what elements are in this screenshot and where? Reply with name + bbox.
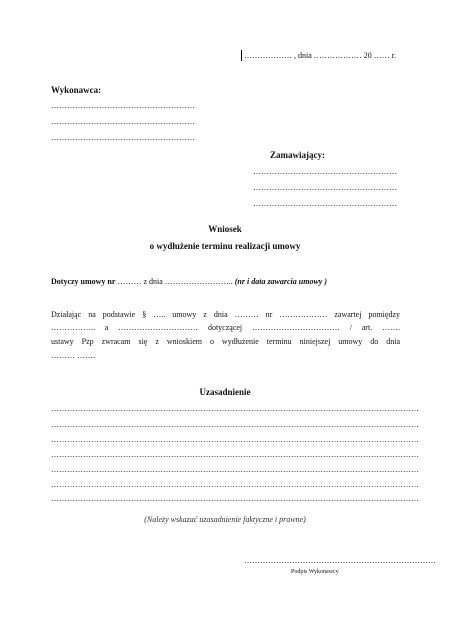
contract-reference-label: Dotyczy umowy nr (51, 277, 116, 286)
employer-line-3[interactable]: ……………………………………………… (253, 199, 397, 208)
contractor-line-1[interactable]: ……………………………………………… (51, 101, 195, 110)
employer-line-1[interactable]: ……………………………………………… (253, 167, 397, 176)
body-line-1: Działając na podstawie § ….. umowy z dnia ……… nr ……………… zawartej pomiędzy (51, 310, 400, 319)
document-subtitle: o wydłużenie terminu realizacji umowy (149, 241, 301, 251)
contract-reference-note: (nr i data zawarcia umowy ) (232, 277, 327, 286)
employer-label: Zamawiający: (270, 150, 325, 160)
justification-line-4[interactable]: ………………………………………………………………………………………………………………………… (51, 450, 419, 459)
place-date-line[interactable]: ……………… , dnia ……………… 20 …… r. (244, 51, 396, 60)
justification-line-5[interactable]: ………………………………………………………………………………………………………………………… (51, 465, 419, 474)
justification-heading: Uzasadnienie (199, 387, 251, 397)
employer-line-2[interactable]: ……………………………………………… (253, 183, 397, 192)
justification-line-6[interactable]: ………………………………………………………………………………………………………………………… (51, 480, 419, 489)
contract-reference-fields[interactable]: ……… z dnia …………………….. (115, 277, 233, 286)
justification-line-1[interactable]: ………………………………………………………………………………………………………………………… (51, 404, 419, 413)
contract-reference-line (51, 277, 327, 286)
body-line-3: ustawy Pzp zwracam się z wnioskiem o wydłużenie terminu niniejszej umowy do dnia (51, 337, 400, 346)
contractor-label: Wykonawca: (51, 85, 102, 95)
justification-line-2[interactable]: ………………………………………………………………………………………………………………………… (51, 420, 419, 429)
signature-label: Podpis Wykonawcy (291, 569, 339, 575)
signature-line[interactable]: ……………………………………………………………… (244, 556, 436, 565)
body-line-2: …………….. a ………………………… dotyczącej …………………………… / art. ……. (51, 323, 400, 332)
body-line-4[interactable]: ……… ……. (51, 351, 95, 360)
justification-line-3[interactable]: ………………………………………………………………………………………………………………………… (51, 435, 419, 444)
justification-line-7[interactable]: ………………………………………………………………………………………………………………………… (51, 494, 419, 503)
document-title: Wniosek (208, 224, 242, 234)
justification-hint: (Należy wskazać uzasadnienie faktyczne i prawne) (144, 515, 306, 524)
contractor-line-3[interactable]: ……………………………………………… (51, 133, 195, 142)
text-cursor (241, 50, 242, 61)
contractor-line-2[interactable]: ……………………………………………… (51, 117, 195, 126)
